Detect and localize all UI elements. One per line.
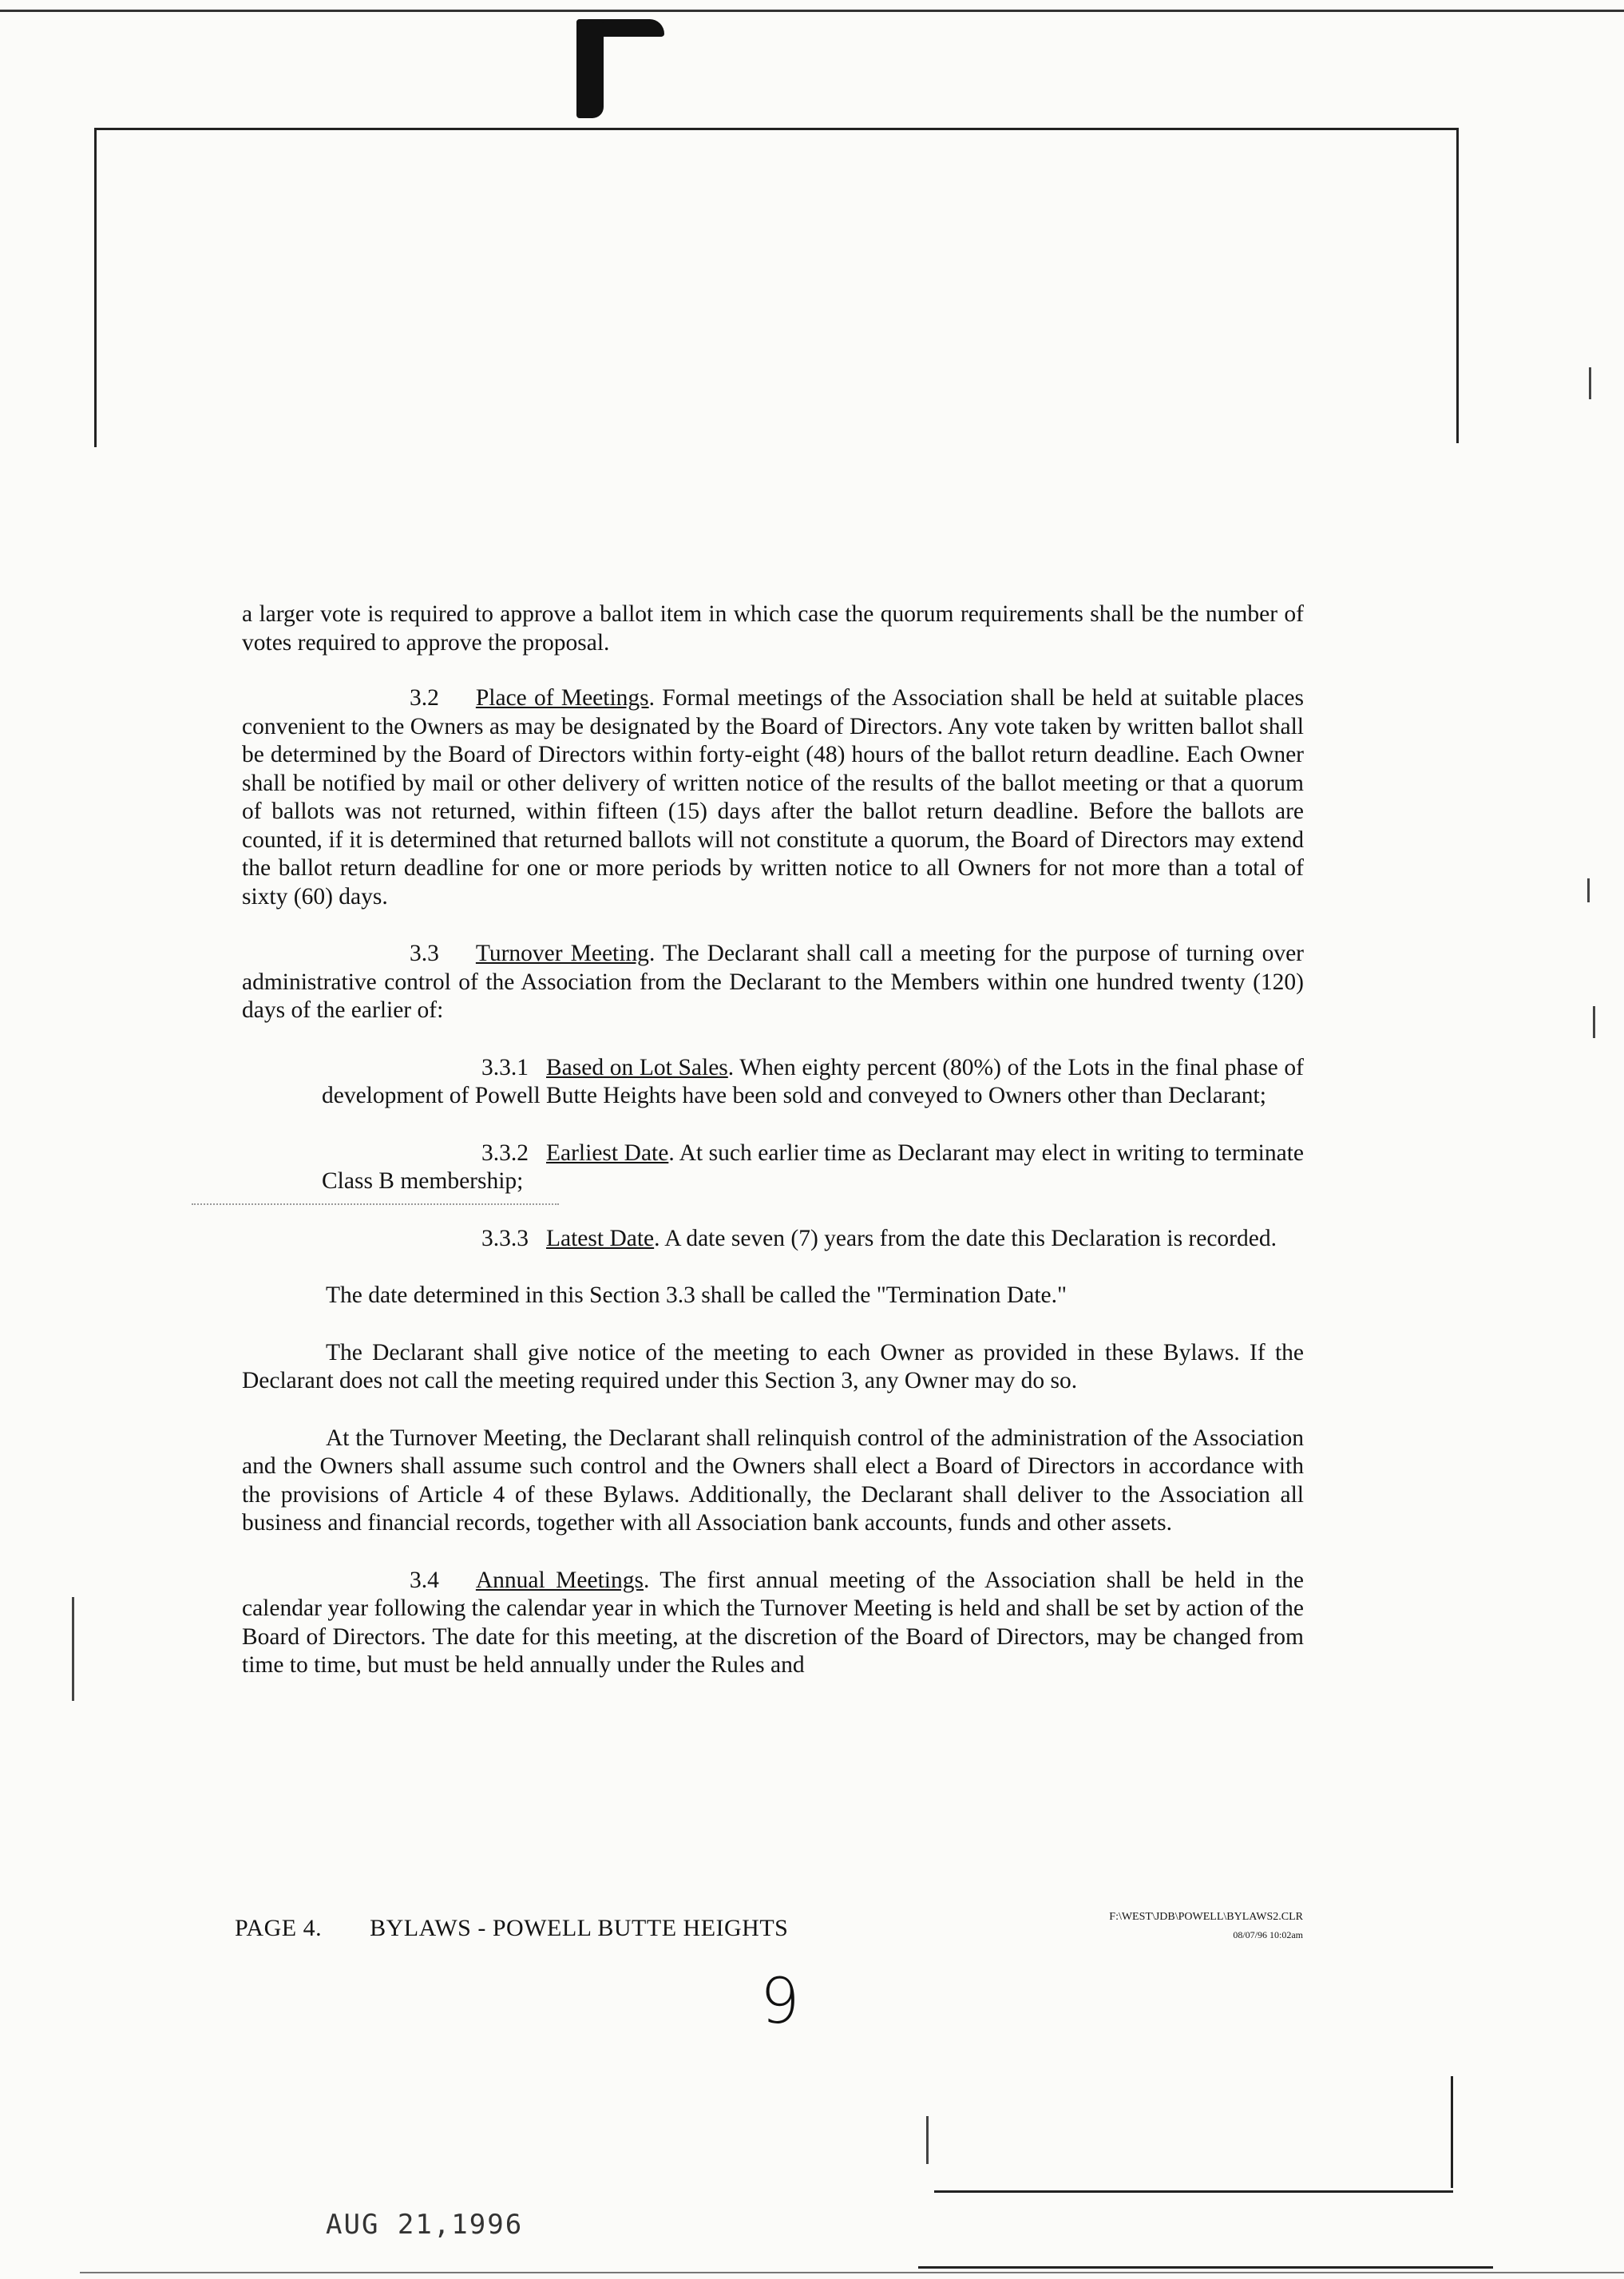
paragraph-text: a larger vote is required to approve a ballot item in which case the quorum requirements shall be the number of votes required to approve the proposal.	[242, 601, 1304, 656]
turnover-control-paragraph	[242, 1425, 1304, 1538]
paragraph-continuation	[242, 600, 1304, 657]
margin-tick	[72, 1597, 74, 1701]
section-text: . Formal meetings of the Association shall be held at suitable places convenient to the Owners as may be designated by the Board of Directors. Any vote taken by written ballot shall be determined by the Board of Directors within forty-eight (48) hours of the ballot return deadline. Each Owner shall be notified by mail or other delivery of written notice of the results of the ballot meeting or that a quorum of ballots was not returned, within fifteen (15) days after the ballot return deadline. Before the ballots are counted, if it is determined that returned ballots will not constitute a quorum, the Board of Directors may extend the ballot return deadline for one or more periods by written notice to all Owners for not more than a total of sixty (60) days.	[242, 685, 1304, 910]
section-heading: Turnover Meeting	[475, 941, 649, 966]
margin-tick	[1593, 1006, 1595, 1038]
paragraph-text: At the Turnover Meeting, the Declarant shall relinquish control of the administration of the Association and the Owners shall assume such control and the Owners shall elect a Board of Directors in accordance with the provisions of Article 4 of these Bylaws. Additionally, the Declarant shall deliver to the Association all business and financial records, together with all Association bank accounts, funds and other assets.	[242, 1425, 1304, 1536]
document-body	[242, 600, 1304, 1709]
section-number: 3.3.2	[481, 1140, 529, 1166]
section-number: 3.3.3	[481, 1225, 529, 1251]
section-number: 3.2	[410, 685, 439, 711]
document-title: BYLAWS - POWELL BUTTE HEIGHTS	[370, 1915, 789, 1941]
section-3-3-1	[322, 1054, 1304, 1111]
paragraph-text: The date determined in this Section 3.3 shall be called the "Termination Date."	[326, 1282, 1067, 1308]
section-3-3	[242, 940, 1304, 1025]
margin-tick	[1589, 367, 1591, 399]
section-heading: Based on Lot Sales	[546, 1054, 728, 1080]
signature-mark	[926, 2116, 929, 2164]
file-path: F:\WEST\JDB\POWELL\BYLAWS2.CLR	[1109, 1911, 1303, 1923]
section-text: . At such earlier time as Declarant may elect in writing to terminate Class B membership;	[322, 1140, 1304, 1194]
section-text: . When eighty percent (80%) of the Lots in the final phase of development of Powell Butte Heights have been sold and conveyed to Owners other than Declarant;	[322, 1054, 1304, 1108]
signature-box-right	[1451, 2076, 1453, 2188]
scan-blot-stem	[576, 22, 604, 118]
section-3-3-2	[322, 1140, 1304, 1196]
notice-paragraph	[242, 1339, 1304, 1396]
section-text: . The first annual meeting of the Association shall be held in the calendar year following the calendar year in which the Turnover Meeting is held and shall be set by action of the Board of Directors. The date for this meeting, at the discretion of the Board of Directors, may be changed from time to time, but must be held annually under the Rules and	[242, 1567, 1304, 1678]
scan-bottom-rule	[80, 2272, 1624, 2273]
section-number: 3.3	[410, 941, 439, 966]
frame-left-rule	[94, 128, 97, 447]
section-number: 3.4	[410, 1567, 439, 1593]
section-text: . A date seven (7) years from the date this Declaration is recorded.	[654, 1225, 1277, 1251]
paragraph-text: The Declarant shall give notice of the meeting to each Owner as provided in these Bylaws. If the Declarant does not call the meeting required under this Section 3, any Owner may do so.	[242, 1339, 1304, 1393]
date-stamp: AUG 21,1996	[326, 2209, 524, 2241]
frame-right-rule	[1456, 128, 1459, 443]
section-heading: Earliest Date	[546, 1140, 669, 1166]
section-3-3-3	[322, 1225, 1304, 1254]
section-heading: Place of Meetings	[475, 685, 649, 711]
section-text: . The Declarant shall call a meeting for the purpose of turning over administrative control of the Association from the Declarant to the Members within one hundred twenty (120) days of the earlier of:	[242, 941, 1304, 1023]
section-3-2	[242, 684, 1304, 911]
handwritten-page-number: 9	[760, 1966, 800, 2038]
section-3-4	[242, 1567, 1304, 1680]
termination-date-paragraph	[242, 1282, 1304, 1310]
frame-top-rule	[94, 128, 1458, 130]
scan-dotted-rule	[192, 1203, 559, 1205]
bottom-scan-rule	[918, 2266, 1493, 2269]
section-heading: Latest Date	[546, 1225, 655, 1251]
page-label: PAGE 4.	[235, 1915, 323, 1941]
margin-tick	[1587, 878, 1590, 902]
file-date: 08/07/96 10:02am	[1233, 1929, 1303, 1940]
file-reference	[1008, 1908, 1303, 1944]
signature-box-bottom	[934, 2190, 1453, 2193]
page-footer	[235, 1915, 788, 1942]
section-number: 3.3.1	[481, 1054, 529, 1080]
scan-top-rule	[0, 10, 1624, 12]
section-heading: Annual Meetings	[475, 1567, 644, 1593]
